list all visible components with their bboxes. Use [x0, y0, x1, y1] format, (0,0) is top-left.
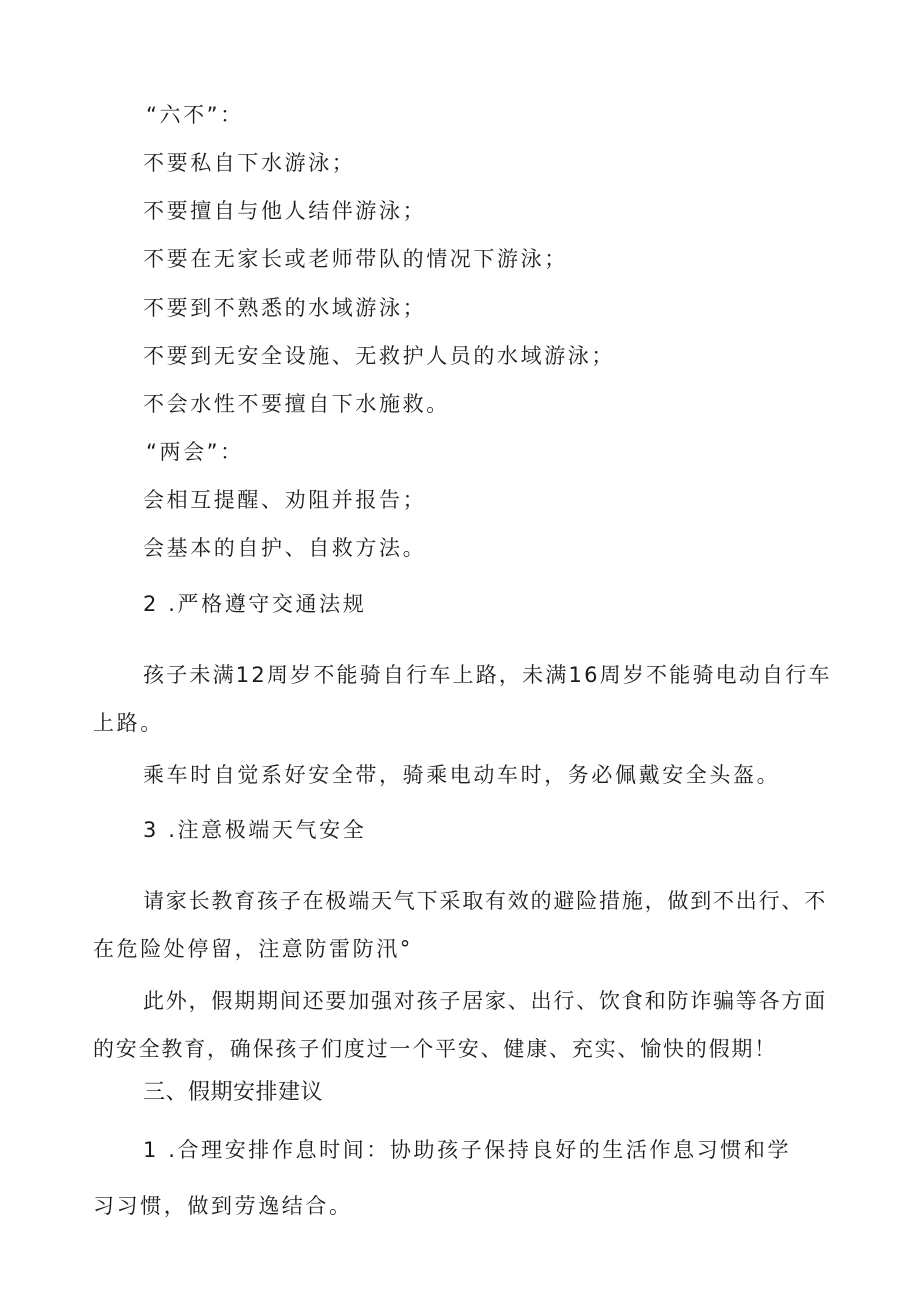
item-2-paragraph-1-line-1: 孩子未满12周岁不能骑自行车上路，未满16周岁不能骑电动自行车: [143, 663, 832, 687]
six-no-item-2: 不要擅自与他人结伴游泳；: [143, 199, 427, 223]
section-3-item-1-line-2: 习习惯，做到劳逸结合。: [93, 1194, 353, 1218]
six-no-item-5: 不要到无安全设施、无救护人员的水域游泳；: [143, 344, 615, 368]
item-2-title: 2 .严格遵守交通法规: [143, 592, 367, 616]
two-can-title: “两会”：: [146, 440, 244, 464]
two-can-item-1: 会相互提醒、劝阻并报告；: [143, 488, 427, 512]
two-can-item-2: 会基本的自护、自救方法。: [143, 536, 427, 560]
six-no-item-3: 不要在无家长或老师带队的情况下游泳；: [143, 247, 568, 271]
item-3-paragraph-2-line-2: 的安全教育，确保孩子们度过一个平安、健康、充实、愉快的假期！: [93, 1037, 777, 1061]
section-3-item-1-line-1: 1 .合理安排作息时间：协助孩子保持良好的生活作息习惯和学: [143, 1138, 792, 1162]
six-no-item-4: 不要到不熟悉的水域游泳；: [143, 296, 427, 320]
item-3-paragraph-1-line-2: 在危险处停留，注意防雷防汛°: [93, 937, 413, 961]
six-no-title: “六不”：: [146, 103, 244, 127]
item-2-paragraph-1-line-2: 上路。: [93, 711, 164, 735]
item-2-paragraph-2: 乘车时自觉系好安全带，骑乘电动车时，务必佩戴安全头盔。: [143, 763, 781, 787]
six-no-item-1: 不要私自下水游泳；: [143, 151, 356, 175]
item-3-paragraph-1-line-1: 请家长教育孩子在极端天气下采取有效的避险措施，做到不出行、不: [143, 889, 827, 913]
six-no-item-6: 不会水性不要擅自下水施救。: [143, 392, 450, 416]
item-3-title: 3 .注意极端天气安全: [143, 818, 367, 842]
item-3-paragraph-2-line-1: 此外，假期期间还要加强对孩子居家、出行、饮食和防诈骗等各方面: [143, 989, 827, 1013]
section-3-heading: 三、假期安排建议: [143, 1080, 324, 1105]
